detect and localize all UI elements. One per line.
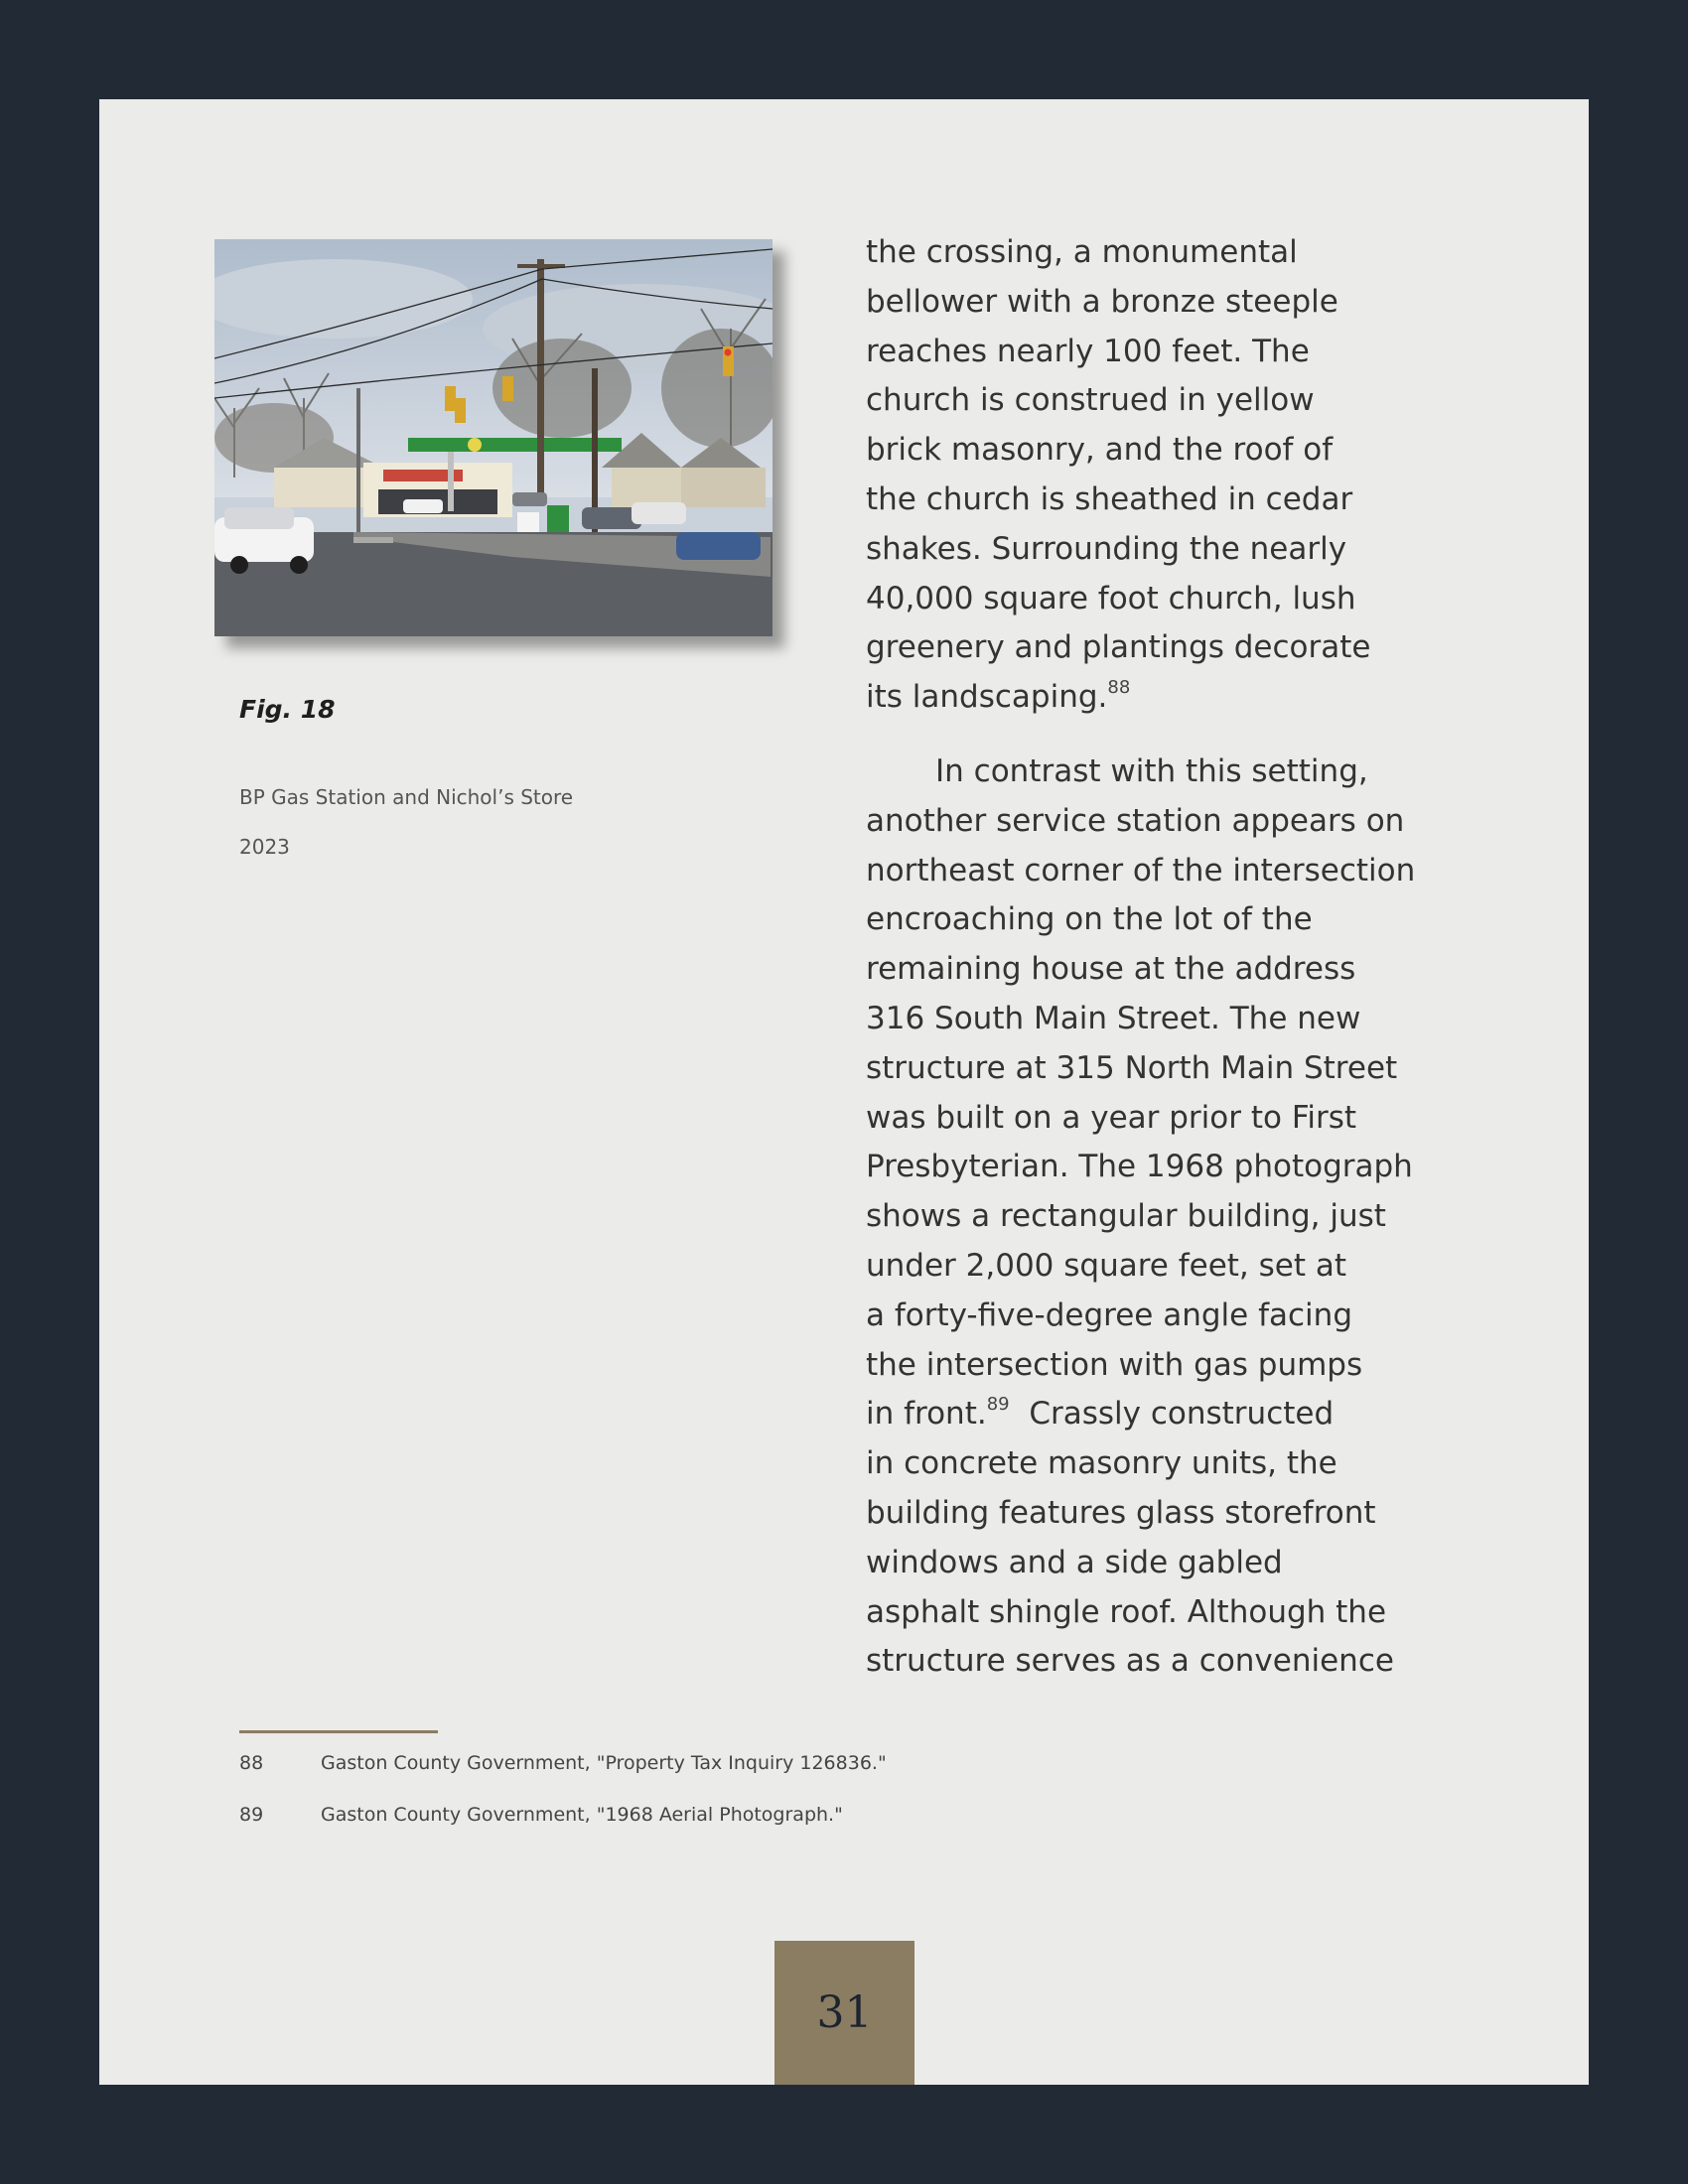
footnote-text: Gaston County Government, "1968 Aerial Photograph." xyxy=(321,1804,843,1826)
footnote-ref-88[interactable]: 88 xyxy=(1107,677,1131,699)
footnote-number: 89 xyxy=(239,1804,264,1826)
text-line-content: in front. xyxy=(866,1396,987,1433)
text-line: in concrete masonry units, the xyxy=(866,1445,1337,1482)
footnote-text: Gaston County Government, "Property Tax Inquiry 126836." xyxy=(321,1752,887,1774)
text-line: asphalt shingle roof. Although the xyxy=(866,1593,1387,1630)
text-line: shakes. Surrounding the nearly xyxy=(866,530,1347,567)
text-line: In contrast with this setting, xyxy=(935,752,1368,789)
footnote-88 xyxy=(239,1752,887,1804)
body-text-column xyxy=(866,228,1481,1687)
text-line: under 2,000 square feet, set at xyxy=(866,1247,1347,1284)
text-line: 316 South Main Street. The new xyxy=(866,1000,1361,1036)
text-line: northeast corner of the intersection xyxy=(866,852,1416,888)
text-line: remaining house at the address xyxy=(866,951,1356,988)
text-line: bellower with a bronze steeple xyxy=(866,283,1338,320)
text-line: church is construed in yellow xyxy=(866,382,1315,419)
text-line: reaches nearly 100 feet. The xyxy=(866,333,1310,369)
text-line: brick masonry, and the roof of xyxy=(866,432,1334,469)
footnote-divider xyxy=(239,1730,438,1733)
figure-caption-year: 2023 xyxy=(239,835,290,859)
text-line: structure serves as a convenience xyxy=(866,1643,1394,1680)
paragraph-1 xyxy=(866,228,1481,723)
text-line: greenery and plantings decorate xyxy=(866,629,1371,666)
figure-label: Fig. 18 xyxy=(239,695,336,724)
text-line: Presbyterian. The 1968 photograph xyxy=(866,1149,1413,1185)
text-line: windows and a side gabled xyxy=(866,1544,1283,1580)
text-line: shows a rectangular building, just xyxy=(866,1198,1386,1235)
figure-caption-title: BP Gas Station and Nichol’s Store xyxy=(239,785,574,809)
text-line: building features glass storefront xyxy=(866,1494,1376,1531)
text-line: was built on a year prior to First xyxy=(866,1099,1357,1136)
text-line: the intersection with gas pumps xyxy=(866,1346,1363,1383)
document-page xyxy=(99,99,1589,2085)
footnote-89 xyxy=(239,1804,887,1855)
text-line: 40,000 square foot church, lush xyxy=(866,580,1356,616)
text-line: structure at 315 North Main Street xyxy=(866,1049,1398,1086)
text-line: a forty-five-degree angle facing xyxy=(866,1297,1352,1333)
footnote-number: 88 xyxy=(239,1752,264,1774)
page-number: 31 xyxy=(774,1941,914,2085)
text-line-content: its landscaping. xyxy=(866,679,1108,716)
text-line: encroaching on the lot of the xyxy=(866,901,1313,938)
footnote-ref-89[interactable]: 89 xyxy=(986,1394,1010,1416)
footnotes xyxy=(239,1752,887,1855)
text-line-content: Crassly constructed xyxy=(1009,1396,1335,1433)
figure-photo xyxy=(214,239,773,636)
text-line xyxy=(866,673,1481,723)
text-line xyxy=(866,1390,1481,1439)
paragraph-2 xyxy=(866,748,1481,1687)
text-line: another service station appears on xyxy=(866,802,1405,839)
gas-station-photo-image xyxy=(214,239,773,636)
figure-caption xyxy=(239,772,573,872)
text-line: the crossing, a monumental xyxy=(866,234,1298,270)
text-line: the church is sheathed in cedar xyxy=(866,480,1353,517)
